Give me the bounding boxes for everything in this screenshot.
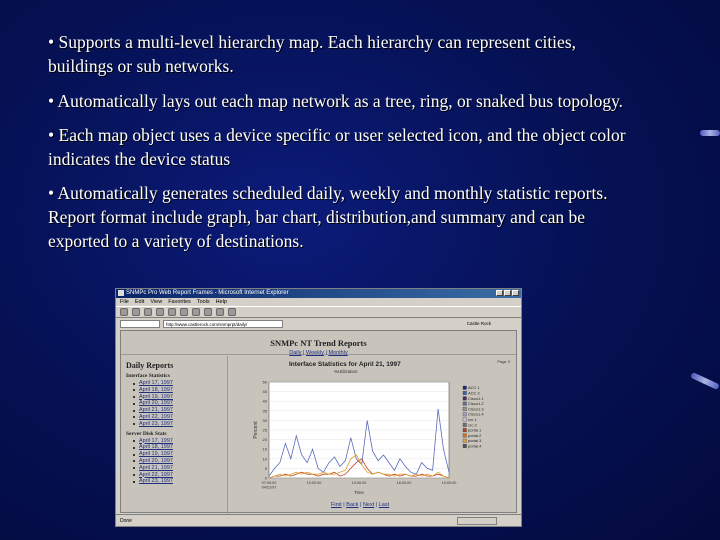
menu-view[interactable]: View xyxy=(150,299,163,305)
page-nav-links: First | Back | Next | Last xyxy=(331,502,390,508)
bullet-list xyxy=(48,30,638,263)
section-server-disk: Server Disk Stats xyxy=(126,430,167,437)
y-tick-label: 45 xyxy=(262,389,267,395)
chart-subtitle: %Utilization xyxy=(334,369,358,374)
report-screenshot xyxy=(115,288,522,527)
legend-label: portal.3 xyxy=(468,438,482,444)
interface-date-list xyxy=(139,380,227,428)
menu-edit[interactable]: Edit xyxy=(134,299,145,305)
date-link[interactable]: April 18, 1997 xyxy=(139,444,227,451)
search-icon[interactable] xyxy=(180,308,188,316)
address-bar xyxy=(116,318,521,329)
address-input[interactable]: http://www.castlerock.com/snmprpt/daily/ xyxy=(163,320,283,328)
utilization-chart xyxy=(229,356,516,501)
link-back[interactable]: Back xyxy=(346,502,359,508)
y-tick-label: 15 xyxy=(262,446,267,452)
menu-favorites[interactable]: Favorites xyxy=(168,299,191,305)
legend-swatch xyxy=(463,413,467,417)
x-axis-label: Time xyxy=(354,490,364,495)
page-number: Page 3 xyxy=(497,359,510,364)
link-daily[interactable]: Daily xyxy=(289,350,302,356)
ie-icon xyxy=(118,290,124,296)
disk-date-list xyxy=(139,438,227,486)
date-link[interactable]: April 19, 1997 xyxy=(139,451,227,458)
y-tick-label: 30 xyxy=(262,417,267,423)
legend-swatch xyxy=(463,444,467,448)
date-link[interactable]: April 18, 1997 xyxy=(139,387,227,394)
legend-label: ACC 1 xyxy=(468,385,480,391)
bullet-icons: • Each map object uses a device specific or user selected icon, and the object color indicates the device status xyxy=(48,125,626,169)
legend-swatch xyxy=(463,402,467,406)
y-tick-label: 20 xyxy=(262,437,267,443)
x-tick-label: 16:00:00 xyxy=(396,481,412,485)
x-tick-label: 13:00:00 xyxy=(351,481,367,485)
date-link[interactable]: April 23, 1997 xyxy=(139,421,227,428)
link-weekly[interactable]: Weekly xyxy=(306,350,324,356)
window-controls xyxy=(496,290,519,296)
address-dropdown[interactable] xyxy=(120,320,160,328)
legend-label: Cisco1.3 xyxy=(468,406,484,412)
bullet-layout: • Automatically lays out each map network as a tree, ring, or snaked bus topology. xyxy=(48,91,624,111)
x-tick-label: 04/21/97 xyxy=(261,485,277,490)
menu-bar xyxy=(116,298,521,306)
legend-label: portal.2 xyxy=(468,432,482,438)
stop-icon[interactable] xyxy=(144,308,152,316)
legend-swatch xyxy=(463,434,467,438)
maximize-icon[interactable] xyxy=(504,290,511,296)
legend-label: Cisco1.1 xyxy=(468,395,484,401)
x-tick-label: 07:00:00 xyxy=(261,481,277,485)
y-tick-label: 35 xyxy=(262,408,267,414)
minimize-icon[interactable] xyxy=(496,290,503,296)
chart-title: Interface Statistics for April 21, 1997 xyxy=(289,361,401,368)
y-axis-label: Percent xyxy=(253,421,259,439)
date-link[interactable]: April 20, 1997 xyxy=(139,458,227,465)
status-bar xyxy=(116,514,521,526)
y-tick-label: 25 xyxy=(262,427,267,433)
legend-swatch xyxy=(463,428,467,432)
period-links: Daily | Weekly | Monthly xyxy=(289,350,348,356)
legend-swatch xyxy=(463,397,467,401)
menu-file[interactable]: File xyxy=(120,299,129,305)
history-icon[interactable] xyxy=(204,308,212,316)
date-link[interactable]: April 23, 1997 xyxy=(139,478,227,485)
legend-swatch xyxy=(463,386,467,390)
y-tick-label: 10 xyxy=(262,456,267,462)
print-icon[interactable] xyxy=(228,308,236,316)
mail-icon[interactable] xyxy=(216,308,224,316)
legend-label: crc 2 xyxy=(468,422,477,428)
back-icon[interactable] xyxy=(120,308,128,316)
refresh-icon[interactable] xyxy=(156,308,164,316)
window-title: SNMPc Pro Web Report Frames - Microsoft Internet Explorer xyxy=(126,290,289,296)
legend-label: Cisco1.2 xyxy=(468,401,484,407)
date-link[interactable]: April 22, 1997 xyxy=(139,472,227,479)
legend-label: ACC 2 xyxy=(468,390,480,396)
legend-swatch xyxy=(463,418,467,422)
home-icon[interactable] xyxy=(168,308,176,316)
toolbar xyxy=(116,306,521,318)
legend-swatch xyxy=(463,423,467,427)
bullet-hierarchy: • Supports a multi-level hierarchy map. Each hierarchy can represent cities, buildings or sub networks. xyxy=(48,32,576,76)
date-link[interactable]: April 21, 1997 xyxy=(139,465,227,472)
window-titlebar xyxy=(116,289,521,298)
legend-swatch xyxy=(463,391,467,395)
y-tick-label: 0 xyxy=(264,475,267,481)
x-tick-label: 10:00:00 xyxy=(306,481,322,485)
menu-help[interactable]: Help xyxy=(215,299,227,305)
status-text: Done xyxy=(120,518,132,524)
legend-swatch xyxy=(463,407,467,411)
x-tick-label: 19:00:00 xyxy=(441,481,457,485)
date-link[interactable]: April 17, 1997 xyxy=(139,380,227,387)
section-interface-stats: Interface Statistics xyxy=(126,373,170,379)
daily-reports-title: Daily Reports xyxy=(126,361,174,370)
decorative-bar xyxy=(690,372,720,390)
y-tick-label: 50 xyxy=(262,379,267,385)
address-right-label[interactable]: Castle Rock xyxy=(466,321,491,326)
date-link[interactable]: April 22, 1997 xyxy=(139,414,227,421)
date-link[interactable]: April 19, 1997 xyxy=(139,394,227,401)
date-link[interactable]: April 17, 1997 xyxy=(139,438,227,445)
link-first[interactable]: First xyxy=(331,502,342,508)
legend-swatch xyxy=(463,439,467,443)
y-tick-label: 5 xyxy=(264,465,267,471)
legend-label: portal.4 xyxy=(468,443,482,449)
left-nav-frame xyxy=(121,356,228,514)
legend-label: crc 1 xyxy=(468,417,477,422)
link-next[interactable]: Next xyxy=(362,502,375,508)
y-tick-label: 40 xyxy=(262,398,267,404)
date-link[interactable]: April 20, 1997 xyxy=(139,400,227,407)
decorative-bar xyxy=(700,130,720,136)
forward-icon[interactable] xyxy=(132,308,140,316)
report-frame xyxy=(229,356,516,514)
header-frame xyxy=(121,331,516,355)
legend-label: Cisco1.4 xyxy=(468,411,484,417)
link-monthly[interactable]: Monthly xyxy=(328,350,348,356)
browser-content xyxy=(120,330,517,513)
page-title: SNMPc NT Trend Reports xyxy=(270,338,367,348)
close-icon[interactable] xyxy=(512,290,519,296)
bullet-reports: • Automatically generates scheduled daily, weekly and monthly statistic reports. Report format include graph, bar chart, distribution,and summary and can be exported to a variety of destinations. xyxy=(48,183,608,251)
status-zone xyxy=(457,517,497,525)
link-last[interactable]: Last xyxy=(378,502,390,508)
favorites-icon[interactable] xyxy=(192,308,200,316)
date-link[interactable]: April 21, 1997 xyxy=(139,407,227,414)
menu-tools[interactable]: Tools xyxy=(196,299,210,305)
legend-label: portal.1 xyxy=(468,427,482,433)
